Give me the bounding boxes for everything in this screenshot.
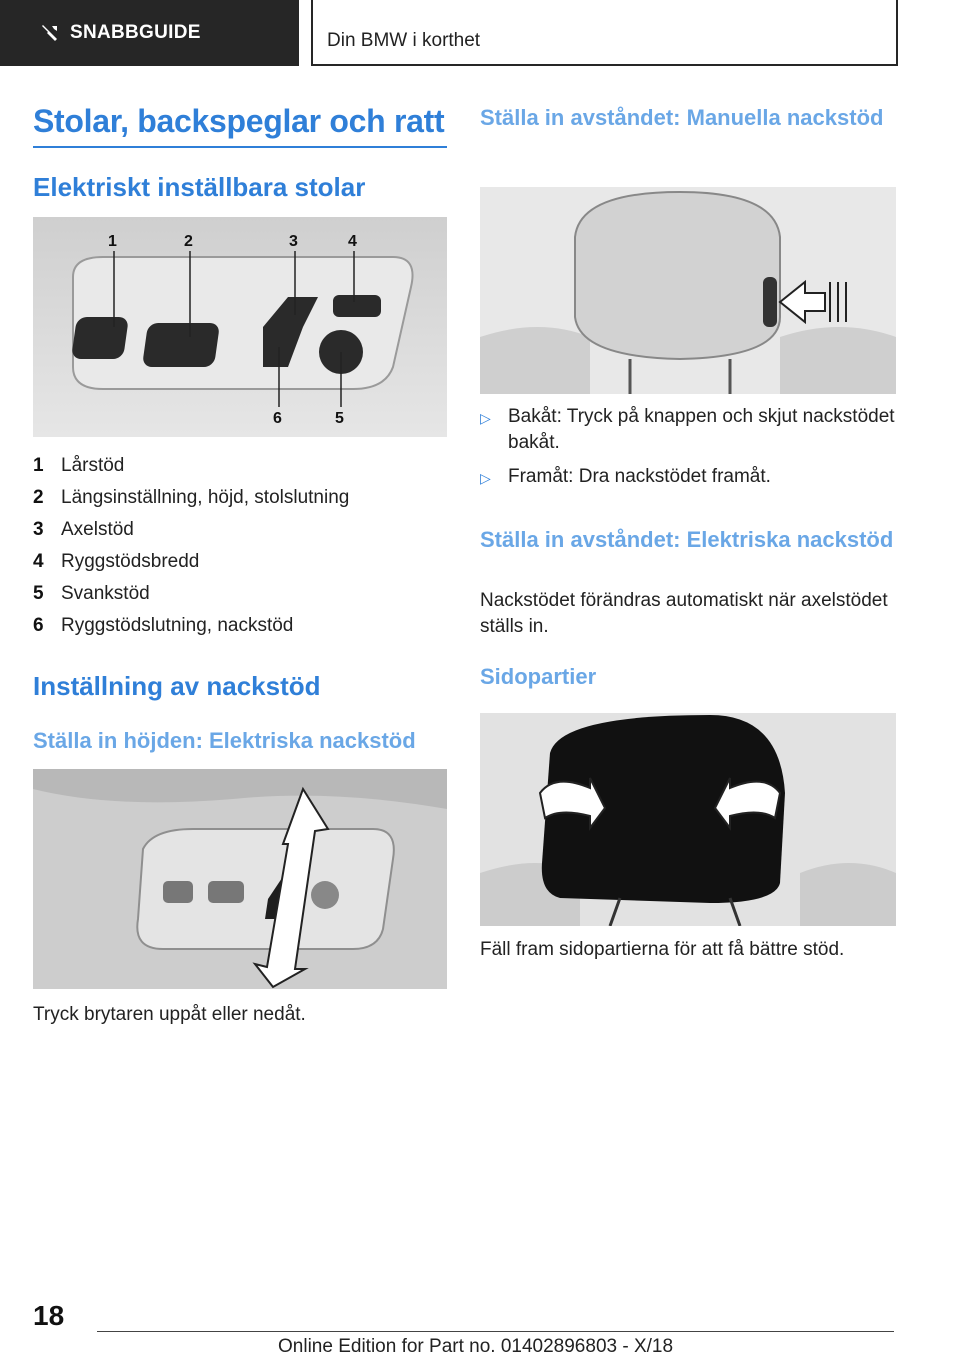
wrench-icon	[40, 23, 60, 43]
subheading-height-electric: Ställa in höjden: Elektriska nackstöd	[33, 728, 416, 753]
list-item: ▷ Bakåt: Tryck på knappen och skjut nackstödet bakåt.	[480, 404, 896, 456]
footer-divider	[97, 1331, 894, 1332]
heading-electric-seats: Elektriskt inställbara stolar	[33, 172, 366, 202]
electric-distance-text: Nackstödet förändras automatiskt när axelstödet ställs in.	[480, 590, 888, 637]
callout-3: 3	[289, 233, 298, 250]
list-item: 6 Ryggstödslutning, nackstöd	[33, 615, 294, 636]
list-item: 1 Lårstöd	[33, 455, 125, 476]
chapter-tab	[311, 0, 898, 66]
seat-functions-list	[33, 450, 447, 642]
manual-headrest-image	[480, 187, 896, 394]
headrest-height-image	[33, 769, 447, 989]
list-item: 3 Axelstöd	[33, 519, 134, 540]
section-tab	[0, 0, 299, 66]
subheading-side-parts: Sidopartier	[480, 664, 597, 689]
bullet-triangle-icon: ▷	[480, 470, 491, 486]
heading-headrest: Inställning av nackstöd	[33, 671, 321, 701]
bullet-triangle-icon: ▷	[480, 410, 491, 426]
page-title: Stolar, backspeglar och ratt	[33, 103, 445, 139]
callout-1: 1	[108, 233, 117, 250]
list-item: ▷ Framåt: Dra nackstödet framåt.	[480, 464, 896, 491]
side-parts-image	[480, 713, 896, 926]
chapter-label: Din BMW i korthet	[327, 30, 481, 51]
side-parts-text: Fäll fram sidopartierna för att få bättre stöd.	[480, 939, 845, 960]
subheading-distance-manual: Ställa in avståndet: Manuella nackstöd	[480, 105, 884, 130]
title-divider	[33, 146, 447, 148]
edition-info: Online Edition for Part no. 01402896803 - X/18	[278, 1336, 674, 1357]
list-item: 2 Längsinställning, höjd, stolslutning	[33, 487, 350, 508]
callout-2: 2	[184, 233, 193, 250]
callout-4: 4	[348, 233, 357, 250]
list-item: 4 Ryggstödsbredd	[33, 551, 200, 572]
manual-headrest-steps	[480, 404, 896, 499]
section-label: SNABBGUIDE	[70, 22, 201, 43]
list-item: 5 Svankstöd	[33, 583, 150, 604]
callout-5: 5	[335, 410, 344, 427]
subheading-distance-electric: Ställa in avståndet: Elektriska nackstöd	[480, 527, 894, 552]
seat-controls-image	[33, 217, 447, 437]
callout-6: 6	[273, 410, 282, 427]
height-instruction: Tryck brytaren uppåt eller nedåt.	[33, 1004, 306, 1025]
page-number: 18	[33, 1300, 65, 1331]
